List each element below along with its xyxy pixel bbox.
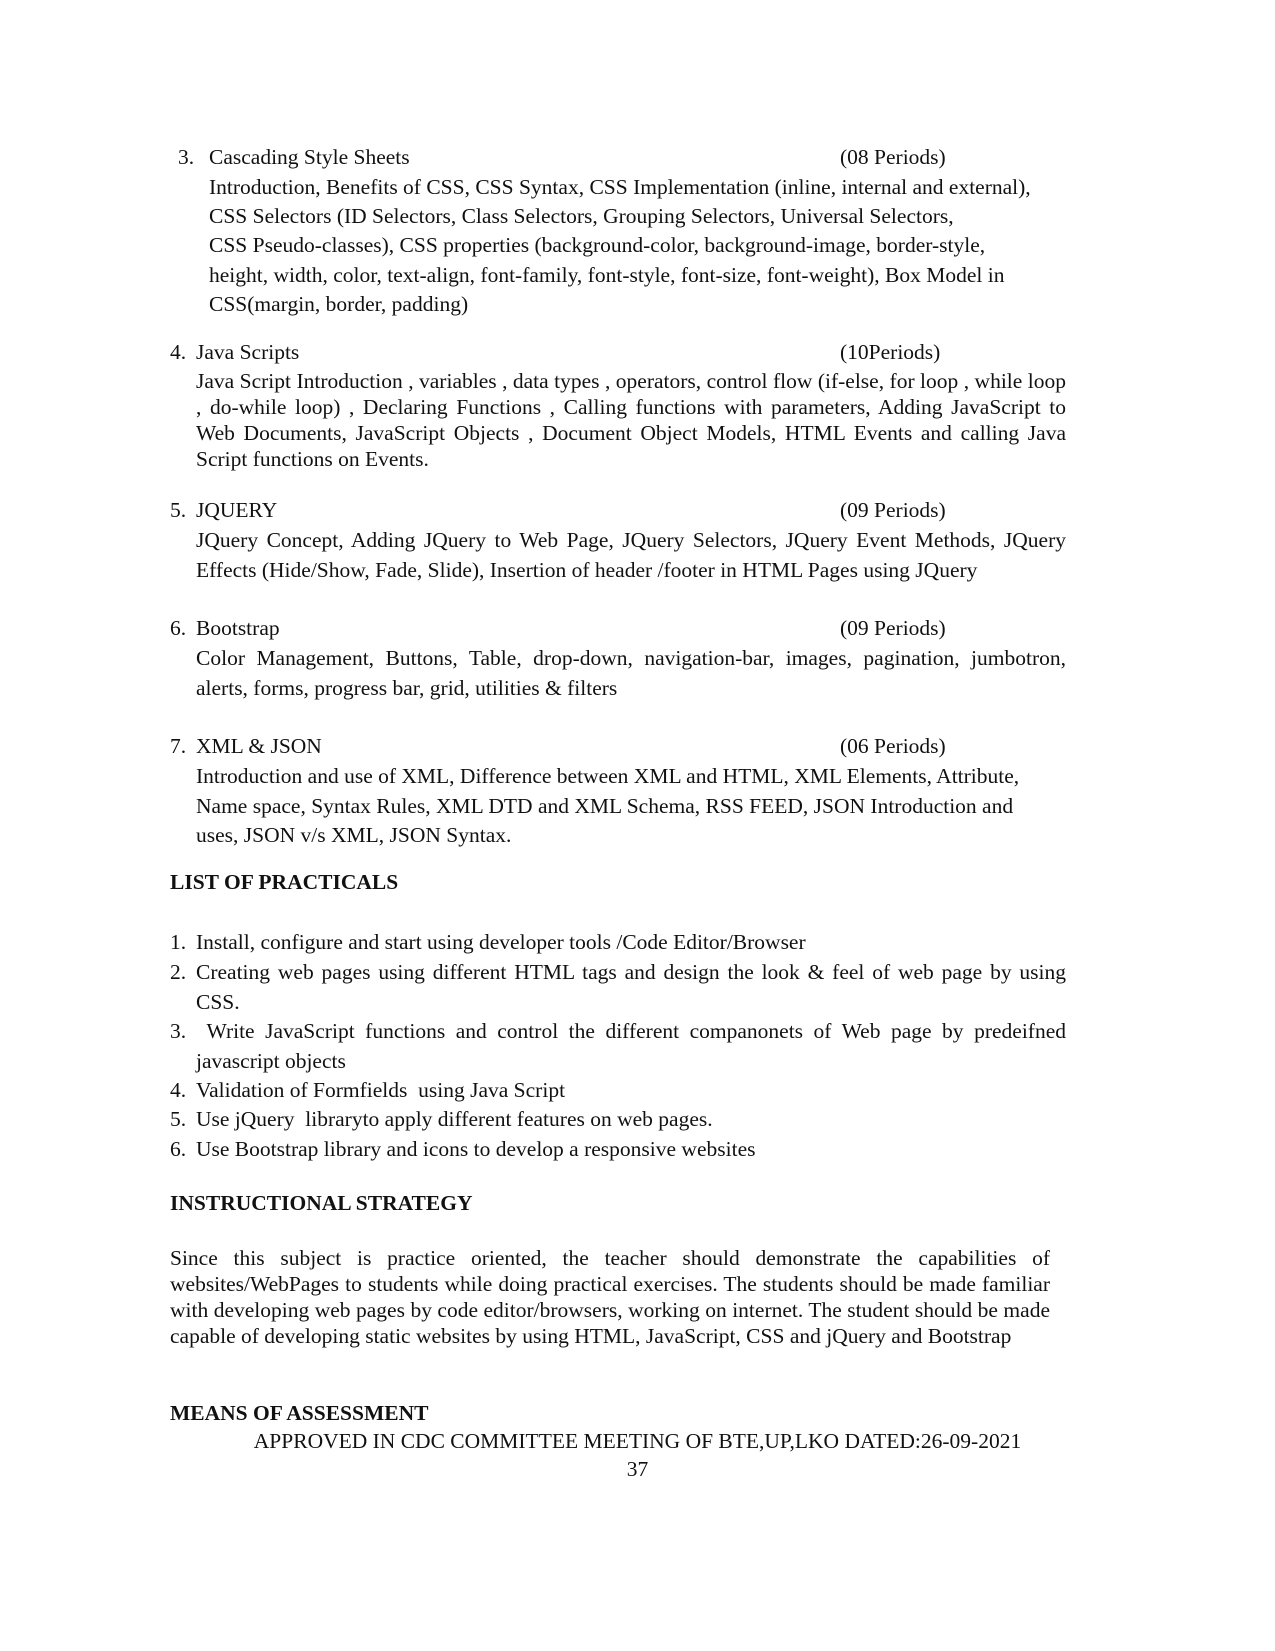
section-4-periods: (10Periods)	[840, 340, 941, 364]
section-3-line-3: CSS Pseudo-classes), CSS properties (background-color, background-image, border-style,	[209, 233, 986, 257]
section-6-number: 6.	[170, 616, 187, 640]
practical-5-number: 5.	[170, 1107, 187, 1131]
strategy-heading: INSTRUCTIONAL STRATEGY	[170, 1191, 473, 1215]
section-6-body: Color Management, Buttons, Table, drop-down, navigation-bar, images, pagination, jumbotron, alerts, forms, progress bar, grid, utilities & filters	[196, 646, 1066, 700]
practical-2-number: 2.	[170, 960, 187, 984]
section-5-number: 5.	[170, 498, 187, 522]
section-7-periods: (06 Periods)	[840, 734, 946, 758]
section-3-title: Cascading Style Sheets	[209, 145, 410, 169]
section-7-line-1: Introduction and use of XML, Difference between XML and HTML, XML Elements, Attribute,	[196, 764, 1020, 788]
section-3-line-5: CSS(margin, border, padding)	[209, 292, 469, 316]
section-7-title: XML & JSON	[196, 734, 322, 758]
section-7-number: 7.	[170, 734, 187, 758]
practical-5-text: Use jQuery libraryto apply different features on web pages.	[196, 1107, 713, 1131]
section-4-body: Java Script Introduction , variables , data types , operators, control flow (if-else, for loop , while loop , do-while loop) , Declaring Functions , Calling functions with parameters, Adding JavaScript to Web Documents, JavaScript Objects , Document Object Models, HTML Events and calling Java Script functions on Events.	[196, 369, 1066, 471]
section-3-periods: (08 Periods)	[840, 145, 946, 169]
practical-1-number: 1.	[170, 930, 187, 954]
practical-6-number: 6.	[170, 1137, 187, 1161]
section-7-line-2: Name space, Syntax Rules, XML DTD and XML Schema, RSS FEED, JSON Introduction and	[196, 794, 1014, 818]
practical-4-number: 4.	[170, 1078, 187, 1102]
section-3-line-1: Introduction, Benefits of CSS, CSS Syntax, CSS Implementation (inline, internal and external),	[209, 175, 1031, 199]
section-7-line-3: uses, JSON v/s XML, JSON Syntax.	[196, 823, 512, 847]
practical-2-text: Creating web pages using different HTML tags and design the look & feel of web page by using CSS.	[196, 960, 1066, 1014]
section-3-line-2: CSS Selectors (ID Selectors, Class Selectors, Grouping Selectors, Universal Selectors,	[209, 204, 954, 228]
page-number: 37	[626, 1457, 649, 1481]
section-6-title: Bootstrap	[196, 616, 280, 640]
strategy-body: Since this subject is practice oriented, the teacher should demonstrate the capabilities of websites/WebPages to students while doing practical exercises. The students should be made familiar with developing web pages by code editor/browsers, working on internet. The student should be made capable of developing static websites by using HTML, JavaScript, CSS and jQuery and Bootstrap	[170, 1246, 1050, 1348]
section-5-periods: (09 Periods)	[840, 498, 946, 522]
section-5-body: JQuery Concept, Adding JQuery to Web Page, JQuery Selectors, JQuery Event Methods, JQuery Effects (Hide/Show, Fade, Slide), Insertion of header /footer in HTML Pages using JQuery	[196, 528, 1066, 582]
practical-3-text: Write JavaScript functions and control the different companonets of Web page by predeifned javascript objects	[196, 1019, 1072, 1073]
assessment-heading: MEANS OF ASSESSMENT	[170, 1401, 429, 1425]
section-3-line-4: height, width, color, text-align, font-family, font-style, font-size, font-weight), Box Model in	[209, 263, 1005, 287]
practical-1-text: Install, configure and start using developer tools /Code Editor/Browser	[196, 930, 806, 954]
section-4-number: 4.	[170, 340, 187, 364]
section-3-number: 3.	[178, 145, 195, 169]
practical-4-text: Validation of Formfields using Java Script	[196, 1078, 566, 1102]
approval-footer: APPROVED IN CDC COMMITTEE MEETING OF BTE,UP,LKO DATED:26-09-2021	[253, 1429, 1022, 1453]
section-6-periods: (09 Periods)	[840, 616, 946, 640]
practicals-heading: LIST OF PRACTICALS	[170, 870, 399, 894]
section-5-title: JQUERY	[196, 498, 278, 522]
section-4-title: Java Scripts	[196, 340, 300, 364]
practical-6-text: Use Bootstrap library and icons to develop a responsive websites	[196, 1137, 756, 1161]
practical-3-number: 3.	[170, 1019, 187, 1043]
